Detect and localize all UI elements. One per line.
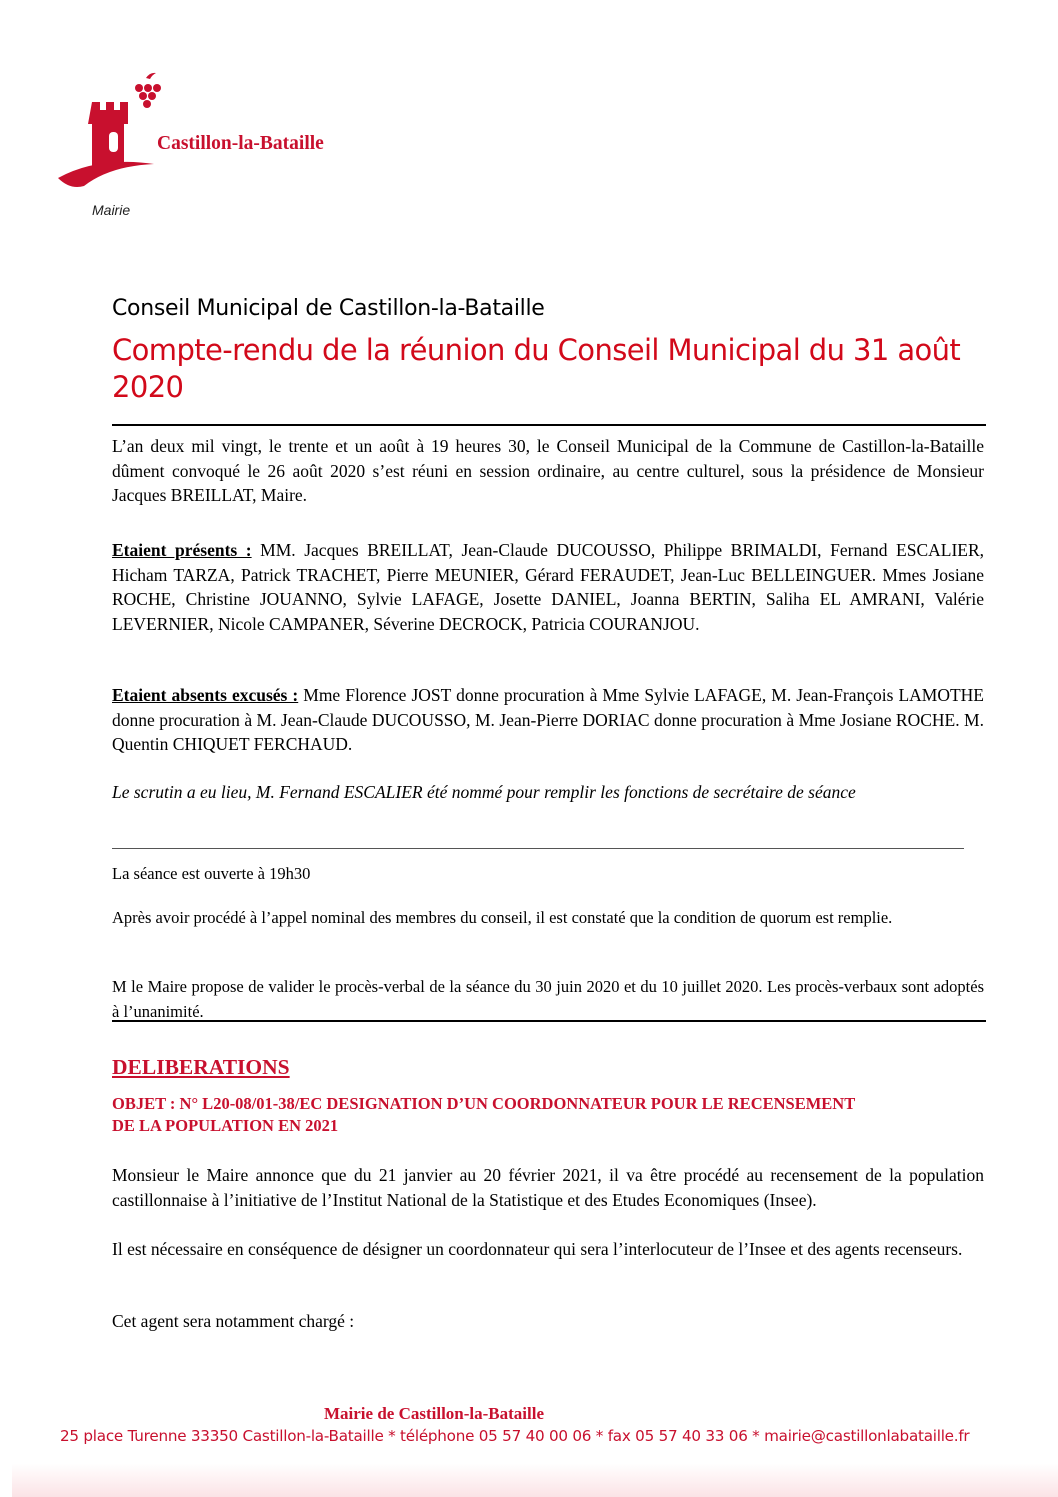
absents-paragraph <box>112 683 984 757</box>
footer-title: Mairie de Castillon-la-Bataille <box>323 1404 545 1423</box>
opening-paragraph: La séance est ouverte à 19h30 <box>112 864 311 883</box>
logo-name: Castillon-la-Bataille <box>157 133 324 154</box>
footer-contact: 25 place Turenne 33350 Castillon-la-Bataille * téléphone 05 57 40 00 06 * fax 05 57 40 33 06 * mairie@castillonlabataille.fr <box>60 1427 970 1445</box>
deliberation-paragraph: Cet agent sera notamment chargé : <box>112 1311 355 1331</box>
quorum-paragraph: Après avoir procédé à l’appel nominal des membres du conseil, il est constaté que la condition de quorum est remplie. <box>112 908 893 927</box>
divider <box>112 848 964 849</box>
presents-label: Etaient présents : <box>112 540 252 560</box>
absents-label: Etaient absents excusés : <box>112 685 299 705</box>
council-heading: Conseil Municipal de Castillon-la-Bataille <box>112 296 545 321</box>
scrutin-paragraph: Le scrutin a eu lieu, M. Fernand ESCALIER été nommé pour remplir les fonctions de secrétaire de séance <box>112 782 856 802</box>
deliberations-title: DELIBERATIONS <box>112 1055 290 1079</box>
divider <box>112 1020 986 1022</box>
page-title: Compte-rendu de la réunion du Conseil Municipal du 31 août 2020 <box>112 333 961 404</box>
intro-paragraph: L’an deux mil vingt, le trente et un août à 19 heures 30, le Conseil Municipal de la Commune de Castillon-la-Bataille dûment convoqué le 26 août 2020 s’est réuni en session ordinaire, au centre culturel, sous la présidence de Monsieur Jacques BREILLAT, Maire. <box>112 436 984 505</box>
logo-subtitle: Mairie <box>92 202 131 218</box>
castle-tower-with-grapes-icon <box>56 70 166 200</box>
mairie-logo <box>56 70 376 230</box>
presents-paragraph <box>112 538 984 636</box>
pv-paragraph: M le Maire propose de valider le procès-verbal de la séance du 30 juin 2020 et du 10 juillet 2020. Les procès-verbaux sont adoptés à l’unanimité. <box>112 977 984 1021</box>
deliberation-paragraph: Monsieur le Maire annonce que du 21 janvier au 20 février 2021, il va être procédé au recensement de la population castillonnaise à l’initiative de l’Institut National de la Statistique et des Etudes Economiques (Insee). <box>112 1165 984 1210</box>
presents-names: MM. Jacques BREILLAT, Jean-Claude DUCOUSSO, Philippe BRIMALDI, Fernand ESCALIER, Hicham TARZA, Patrick TRACHET, Pierre MEUNIER, Gérard FERAUDET, Jean-Luc BELLEINGUER. Mmes Josiane ROCHE, Christine JOUANNO, Sylvie LAFAGE, Josette DANIEL, Joanna BERTIN, Saliha EL AMRANI, Valérie LEVERNIER, Nicole CAMPANER, Séverine DECROCK, Patricia COURANJOU. <box>112 540 985 634</box>
absents-names: Mme Florence JOST donne procuration à Mme Sylvie LAFAGE, M. Jean-François LAMOTHE donne procuration à M. Jean-Claude DUCOUSSO, M. Jean-Pierre DORIAC donne procuration à Mme Josiane ROCHE. M. Quentin CHIQUET FERCHAUD. <box>112 685 984 754</box>
divider <box>112 424 986 426</box>
deliberation-paragraph: Il est nécessaire en conséquence de désigner un coordonnateur qui sera l’interlocuteur de l’Insee et des agents recenseurs. <box>112 1239 963 1259</box>
deliberation-object: OBJET : N° L20-08/01-38/EC DESIGNATION D’UN COORDONNATEUR POUR LE RECENSEMENT DE LA POPULATION EN 2021 <box>112 1094 855 1135</box>
footer-band <box>12 1449 1058 1497</box>
